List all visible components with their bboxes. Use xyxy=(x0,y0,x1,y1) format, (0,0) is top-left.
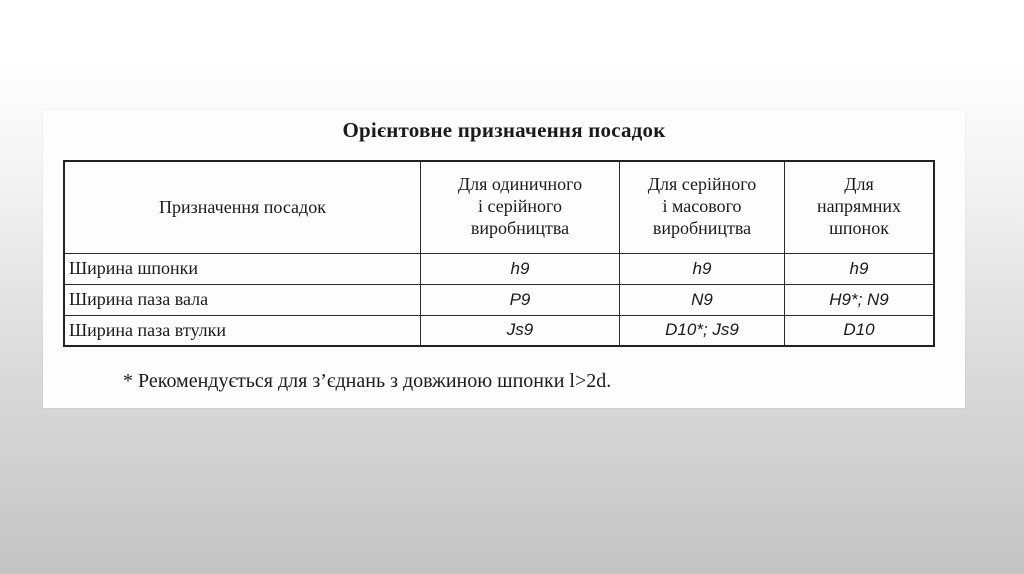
header-single-serial-production xyxy=(421,161,620,253)
header-guide-keys xyxy=(785,161,935,253)
fits-table xyxy=(63,160,935,347)
header-purpose: Призначення посадок xyxy=(64,161,421,253)
table-row xyxy=(64,315,934,346)
row-label: Ширина паза вала xyxy=(64,284,421,315)
cell-value: D10*; Js9 xyxy=(620,315,785,346)
cell-value: h9 xyxy=(785,253,935,284)
table-header-row xyxy=(64,161,934,253)
header-line: виробництва xyxy=(470,218,570,239)
scanned-document xyxy=(43,110,965,408)
footnote: * Рекомендується для з’єднань з довжиною шпонки l>2d. xyxy=(123,370,612,392)
cell-value: h9 xyxy=(421,253,620,284)
header-line: Для xyxy=(844,174,874,195)
header-line: і масового xyxy=(662,196,742,217)
cell-value: D10 xyxy=(785,315,935,346)
header-line: і серійного xyxy=(478,196,562,217)
document-title: Орієнтовне призначення посадок xyxy=(342,118,666,142)
header-serial-mass-production xyxy=(620,161,785,253)
row-label: Ширина паза втулки xyxy=(64,315,421,346)
row-label: Ширина шпонки xyxy=(64,253,421,284)
cell-value: h9 xyxy=(620,253,785,284)
table-row xyxy=(64,253,934,284)
header-line: виробництва xyxy=(652,218,752,239)
header-line: Для одиничного xyxy=(457,174,583,195)
header-line: напрямних xyxy=(817,196,901,217)
cell-value: P9 xyxy=(421,284,620,315)
header-line: Для серійного xyxy=(647,174,757,195)
table-row xyxy=(64,284,934,315)
cell-value: Js9 xyxy=(421,315,620,346)
cell-value: H9*; N9 xyxy=(785,284,935,315)
header-line: шпонок xyxy=(829,218,889,239)
cell-value: N9 xyxy=(620,284,785,315)
